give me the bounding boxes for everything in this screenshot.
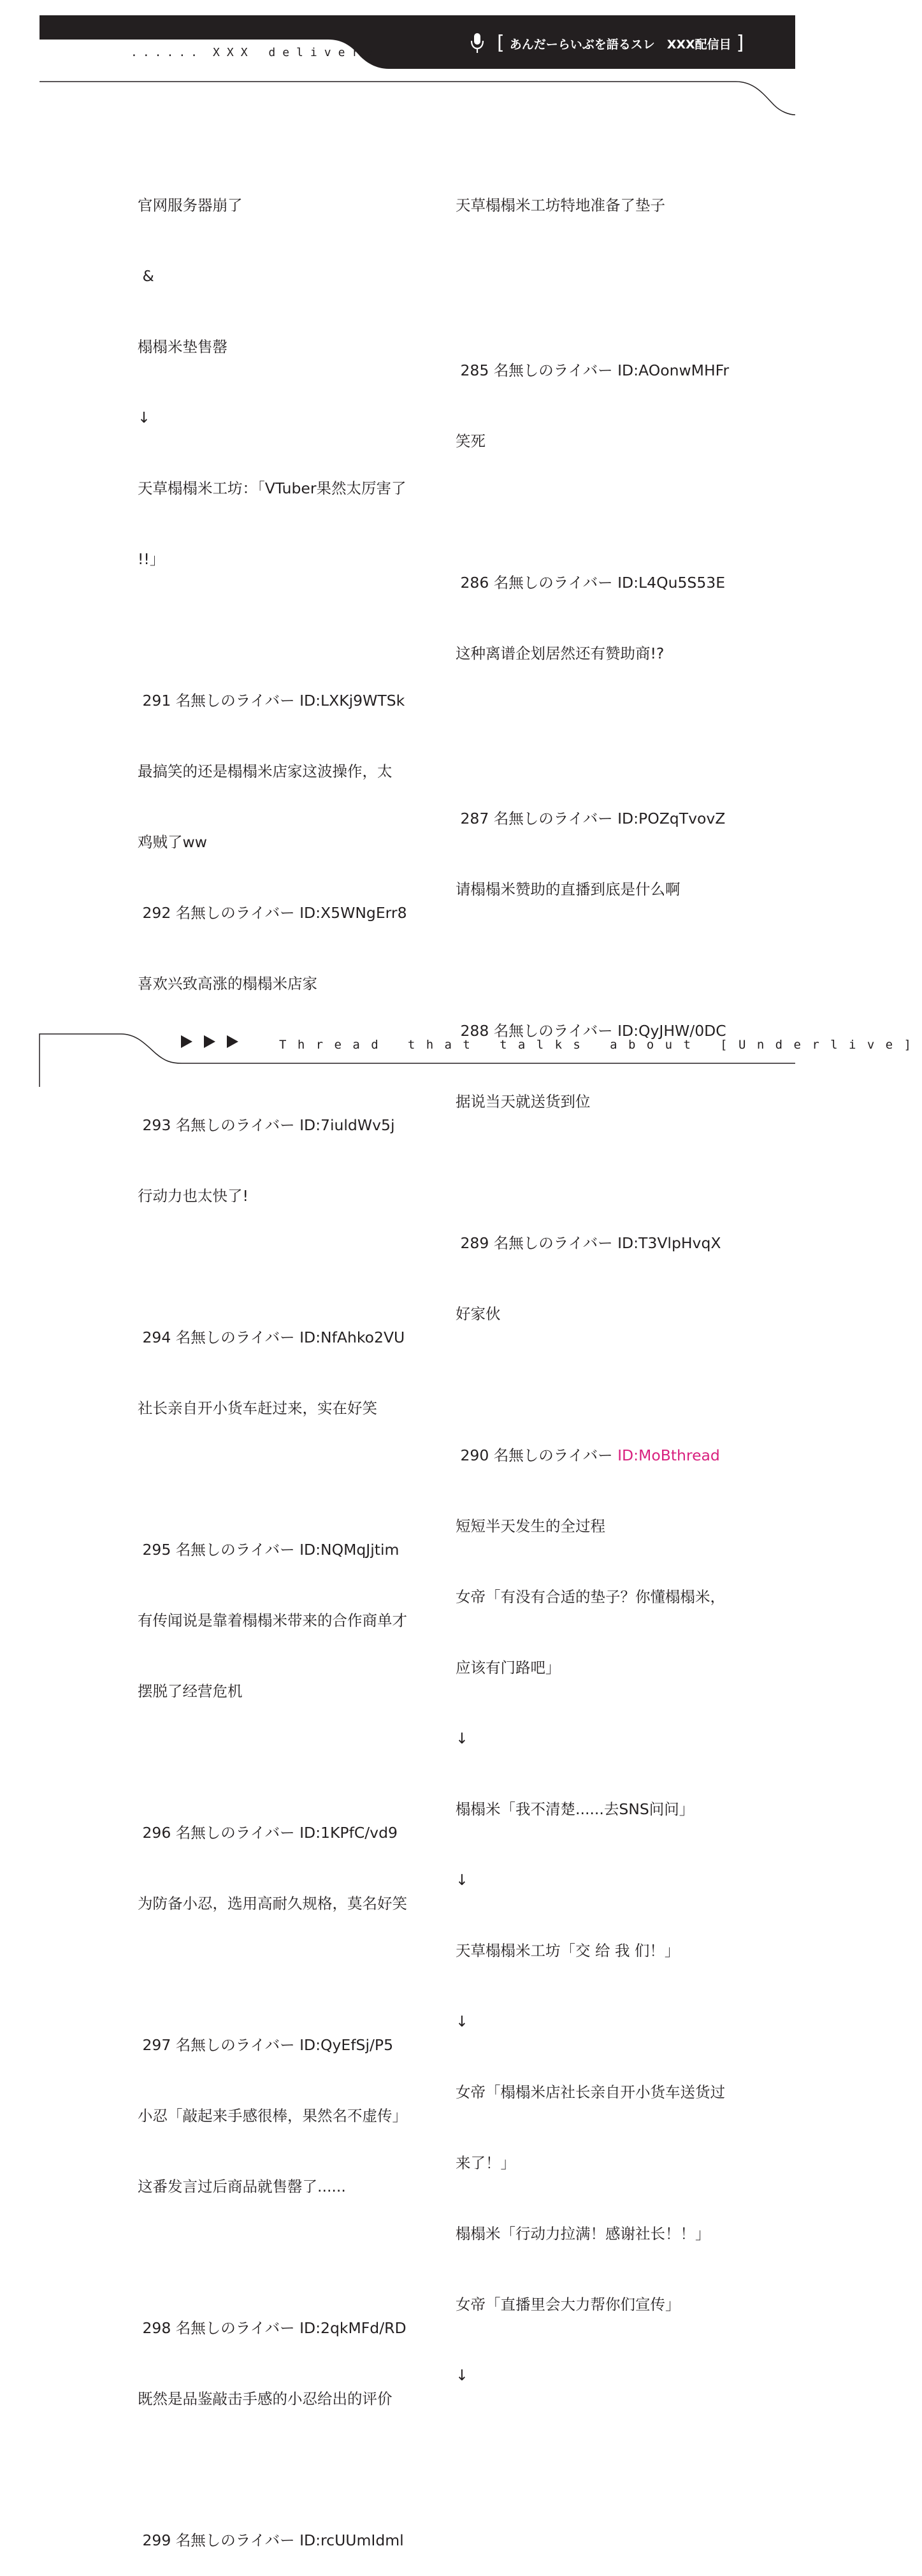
post-body: 社长亲自开小货车赶过来，实在好笑 (138, 1399, 377, 1417)
post-header: 294 名無しのライバー ID:NfAhko2VU (138, 1328, 405, 1346)
microphone-icon (470, 33, 484, 54)
post-header: 292 名無しのライバー ID:X5WNgErr8 (138, 904, 407, 922)
post-body: 应该有门路吧」 (456, 1659, 561, 1677)
post-header: 286 名無しのライバー ID:L4Qu5S53E (456, 574, 726, 592)
close-bracket: ] (736, 32, 744, 54)
post-header-prefix: 290 名無しのライバー (456, 1446, 618, 1464)
arrow-line: ↓ (456, 1729, 468, 1747)
arrow-line: ↓ (456, 1871, 468, 1889)
post-body: 笑死 (456, 432, 486, 450)
footer-arrows (181, 1035, 238, 1048)
post-body: 请榻榻米赞助的直播到底是什么啊 (456, 880, 681, 898)
arrow-line: ↓ (456, 2012, 468, 2030)
post-header: 287 名無しのライバー ID:POZqTvovZ (456, 810, 726, 827)
post-body: 既然是品鉴敲击手感的小忍给出的评价 (138, 2390, 393, 2408)
post-body: 好家伙 (456, 1305, 501, 1323)
post-body: 这番发言过后商品就售罄了...... (138, 2178, 346, 2195)
post-body: 最搞笑的还是榻榻米店家这波操作，太 (138, 762, 393, 780)
play-arrow-icon (204, 1035, 215, 1048)
arrow-line: ↓ (456, 2366, 468, 2384)
post-header: 296 名無しのライバー ID:1KPfC/vd9 (138, 1824, 398, 1842)
right-column (456, 147, 749, 2411)
post-body: 行动力也太快了! (138, 1187, 249, 1205)
post-body: 来了！」 (456, 2154, 515, 2172)
post-body: 这种离谱企划居然还有赞助商!? (456, 644, 665, 662)
post-body: 女帝「有没有合适的垫子？你懂榻榻米， (456, 1588, 725, 1606)
post-body: 女帝「直播里会大力帮你们宣传」 (456, 2296, 681, 2313)
post-body: 为防备小忍，选用高耐久规格，莫名好笑 (138, 1895, 407, 1912)
header-rule (40, 82, 795, 115)
post-header (456, 1444, 749, 1467)
post-header: 285 名無しのライバー ID:AOonwMHFr (456, 361, 730, 379)
left-column (138, 147, 431, 2576)
intro-line: 天草榻榻米工坊：「VTuber果然太厉害了 (138, 479, 407, 497)
post-body: 有传闻说是靠着榻榻米带来的合作商单才 (138, 1612, 407, 1629)
post-header: 295 名無しのライバー ID:NQMqJjtim (138, 1541, 400, 1559)
post-id-highlight: ID:MoBthread (617, 1446, 720, 1464)
thread-title: あんだーらいぶを語るスレ XXX配信目 (509, 37, 731, 52)
arrow-line: ↓ (138, 409, 150, 426)
post-body: 摆脱了经营危机 (138, 1682, 243, 1700)
post-body: 短短半天发生的全过程 (456, 1517, 605, 1535)
play-arrow-icon (181, 1035, 192, 1048)
post-header: 289 名無しのライバー ID:T3VlpHvqX (456, 1234, 721, 1252)
post-header: 298 名無しのライバー ID:2qkMFd/RD (138, 2319, 407, 2337)
header-dots: ...... (131, 46, 203, 59)
play-arrow-icon (227, 1035, 238, 1048)
post-header: 297 名無しのライバー ID:QyEfSj/P5 (138, 2036, 394, 2054)
post-body: 榻榻米「我不清楚......去SNS问问」 (456, 1800, 695, 1818)
post-header: 288 名無しのライバー ID:QyJHW/0DC (456, 1022, 726, 1040)
post-body: 天草榻榻米工坊「交 给 我 们！」 (456, 1942, 680, 1960)
post-body: 榻榻米「行动力拉满！感谢社长！！」 (456, 2225, 710, 2243)
post-header: 299 名無しのライバー ID:rcUUmIdml (138, 2531, 404, 2549)
post-body: 女帝「榻榻米店社长亲自开小货车送货过 (456, 2083, 725, 2101)
post-body: 鸡贼了ww (138, 833, 207, 851)
header-right-label (470, 32, 749, 55)
post-header: 291 名無しのライバー ID:LXKj9WTSk (138, 692, 405, 709)
post-header: 293 名無しのライバー ID:7iuldWv5j (138, 1116, 395, 1134)
intro-line: 官网服务器崩了 (138, 196, 243, 214)
header-delivery-text: XXX delivery (213, 46, 380, 59)
post-body: 据说当天就送货到位 (456, 1093, 591, 1110)
intro-line: & (138, 267, 154, 285)
intro-line: !!」 (138, 550, 165, 568)
post-body: 小忍「敲起来手感很棒，果然名不虚传」 (138, 2107, 407, 2125)
open-bracket: [ (497, 32, 505, 54)
header-left-label (131, 46, 380, 59)
footer-caption: Thread that talks about [Underlive] (279, 1038, 922, 1052)
intro-line: 天草榻榻米工坊特地准备了垫子 (456, 196, 665, 214)
intro-line: 榻榻米垫售罄 (138, 338, 227, 356)
post-body: 喜欢兴致高涨的榻榻米店家 (138, 975, 317, 993)
